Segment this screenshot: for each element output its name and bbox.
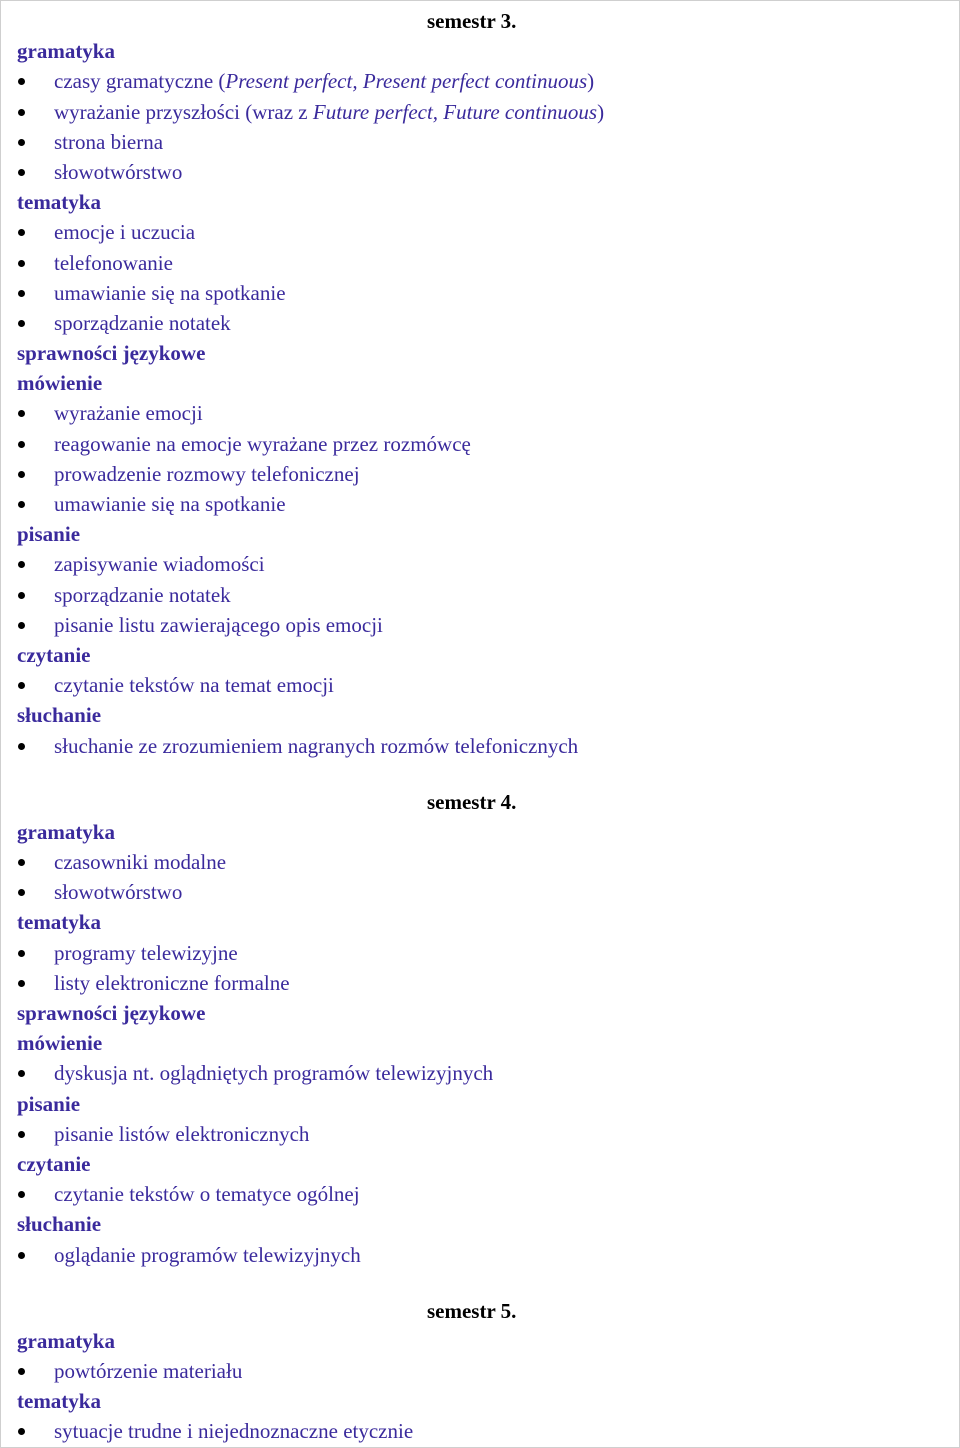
list-item-text xyxy=(54,734,578,758)
list-item xyxy=(17,308,937,338)
section-gap xyxy=(17,761,937,787)
category-heading: czytanie xyxy=(17,1151,91,1176)
list-item xyxy=(17,489,937,519)
category-heading: tematyka xyxy=(17,1389,101,1414)
bullet-icon xyxy=(18,682,25,689)
bullet-icon xyxy=(18,592,25,599)
category-heading: tematyka xyxy=(17,910,101,935)
category-heading: pisanie xyxy=(17,522,81,547)
list-item xyxy=(17,968,937,998)
list-item-text xyxy=(54,130,163,154)
section-gap xyxy=(17,1270,937,1296)
semester-heading: semestr 3. xyxy=(427,9,517,33)
list-item xyxy=(17,429,937,459)
list-item-text xyxy=(54,1359,242,1383)
bullet-icon xyxy=(18,229,25,236)
category-heading: mówienie xyxy=(17,1031,103,1056)
text-segment: listy elektroniczne formalne xyxy=(54,970,290,995)
bullet-icon xyxy=(18,980,25,987)
list-item-text xyxy=(54,1419,413,1443)
bullet-icon xyxy=(18,290,25,297)
list-item xyxy=(17,1179,937,1209)
bullet-icon xyxy=(18,78,25,85)
list-item xyxy=(17,459,937,489)
list-item xyxy=(17,97,937,127)
text-segment: umawianie się na spotkanie xyxy=(54,280,286,305)
list-item-text xyxy=(54,1122,309,1146)
text-segment: pisanie listów elektronicznych xyxy=(54,1121,310,1146)
text-segment: sporządzanie notatek xyxy=(54,582,231,607)
list-item-text xyxy=(54,251,173,275)
category-heading: słuchanie xyxy=(17,703,102,728)
bullet-icon xyxy=(18,859,25,866)
list-item-text xyxy=(54,583,231,607)
bullet-icon xyxy=(18,1252,25,1259)
list-item-text xyxy=(54,613,383,637)
list-item xyxy=(17,610,937,640)
text-segment: czasowniki modalne xyxy=(54,850,227,875)
list-item xyxy=(17,1119,937,1149)
list-item-text xyxy=(54,850,226,874)
text-segment: ) xyxy=(587,69,595,94)
bullet-icon xyxy=(18,1368,25,1375)
text-segment: sporządzanie notatek xyxy=(54,310,231,335)
text-segment: umawianie się na spotkanie xyxy=(54,492,286,516)
category-heading: mówienie xyxy=(17,371,103,396)
list-item xyxy=(17,549,937,579)
text-segment: czasy gramatyczne ( xyxy=(54,69,226,94)
text-segment: czytanie tekstów o tematyce ogólnej xyxy=(54,1182,360,1207)
bullet-icon xyxy=(18,501,25,508)
bullet-icon xyxy=(18,889,25,896)
list-item-text xyxy=(54,971,290,995)
bullet-icon xyxy=(18,1070,25,1077)
bullet-icon xyxy=(18,410,25,417)
list-item-text xyxy=(54,880,182,904)
text-segment: sytuacje trudne i niejednoznaczne etycznie xyxy=(54,1419,414,1444)
list-item-text xyxy=(54,1061,493,1085)
list-item-text xyxy=(54,432,471,456)
list-item xyxy=(17,217,937,247)
list-item-text xyxy=(54,220,195,244)
list-item xyxy=(17,66,937,96)
list-item-text xyxy=(54,462,360,486)
list-item xyxy=(17,278,937,308)
text-segment: czytanie tekstów na temat emocji xyxy=(54,673,334,698)
bullet-icon xyxy=(18,743,25,750)
bullet-icon xyxy=(18,471,25,478)
semester-heading: semestr 5. xyxy=(427,1298,517,1323)
list-item-text xyxy=(54,69,594,93)
category-heading: pisanie xyxy=(17,1091,81,1116)
text-segment: powtórzenie materiału xyxy=(54,1359,243,1384)
bullet-icon xyxy=(18,950,25,957)
text-segment: wyrażanie emocji xyxy=(54,401,203,426)
text-segment: oglądanie programów telewizyjnych xyxy=(54,1242,361,1267)
list-item-text xyxy=(54,1243,361,1267)
text-segment: strona bierna xyxy=(54,129,164,154)
document-body xyxy=(17,6,937,1447)
text-segment: reagowanie na emocje wyrażane przez rozmówcę xyxy=(54,431,471,456)
text-segment: słowotwórstwo xyxy=(54,880,183,905)
bullet-icon xyxy=(18,169,25,176)
semester-heading: semestr 4. xyxy=(427,789,517,814)
italic-text: Present perfect, Present perfect continuous xyxy=(225,69,588,94)
italic-text: Future perfect, Future continuous xyxy=(312,99,598,124)
bullet-icon xyxy=(18,561,25,568)
text-segment: programy telewizyjne xyxy=(54,940,238,965)
bullet-icon xyxy=(18,109,25,116)
list-item-text xyxy=(54,941,238,965)
text-segment: słuchanie ze zrozumieniem nagranych rozmów telefonicznych xyxy=(54,733,579,758)
bullet-icon xyxy=(18,622,25,629)
category-heading: tematyka xyxy=(17,190,101,215)
bullet-icon xyxy=(18,1191,25,1198)
list-item xyxy=(17,938,937,968)
list-item xyxy=(17,877,937,907)
category-heading: czytanie xyxy=(17,642,91,667)
bullet-icon xyxy=(18,441,25,448)
list-item xyxy=(17,731,937,761)
text-segment: telefonowanie xyxy=(54,250,173,275)
bullet-icon xyxy=(18,1131,25,1138)
list-item xyxy=(17,1058,937,1088)
list-item xyxy=(17,248,937,278)
text-segment: zapisywanie wiadomości xyxy=(54,552,265,577)
list-item-text xyxy=(54,1182,360,1206)
text-segment: ) xyxy=(597,99,605,124)
text-segment: wyrażanie przyszłości (wraz z xyxy=(54,99,313,124)
list-item-text xyxy=(54,281,286,305)
bullet-icon xyxy=(18,1428,25,1435)
category-heading: gramatyka xyxy=(17,39,115,64)
list-item xyxy=(17,127,937,157)
list-item xyxy=(17,1240,937,1270)
category-heading: sprawności językowe xyxy=(17,341,206,366)
category-heading: sprawności językowe xyxy=(17,1001,206,1025)
list-item-text xyxy=(54,401,203,425)
list-item-text xyxy=(54,311,231,335)
list-item-text xyxy=(54,492,286,516)
list-item-text xyxy=(54,160,182,184)
list-item-text xyxy=(54,552,265,576)
text-segment: prowadzenie rozmowy telefonicznej xyxy=(54,461,360,486)
category-heading: gramatyka xyxy=(17,1328,115,1353)
category-heading: gramatyka xyxy=(17,819,115,844)
text-segment: słowotwórstwo xyxy=(54,159,183,184)
list-item xyxy=(17,580,937,610)
list-item-text xyxy=(54,673,334,697)
list-item xyxy=(17,670,937,700)
text-segment: emocje i uczucia xyxy=(54,220,196,245)
bullet-icon xyxy=(18,320,25,327)
bullet-icon xyxy=(18,260,25,267)
text-segment: dyskusja nt. oglądniętych programów telewizyjnych xyxy=(54,1061,494,1086)
category-heading: słuchanie xyxy=(17,1212,102,1237)
list-item-text xyxy=(54,100,604,124)
list-item xyxy=(17,847,937,877)
bullet-icon xyxy=(18,139,25,146)
list-item xyxy=(17,157,937,187)
list-item xyxy=(17,398,937,428)
list-item xyxy=(17,1416,937,1446)
list-item xyxy=(17,1356,937,1386)
text-segment: pisanie listu zawierającego opis emocji xyxy=(54,612,383,637)
